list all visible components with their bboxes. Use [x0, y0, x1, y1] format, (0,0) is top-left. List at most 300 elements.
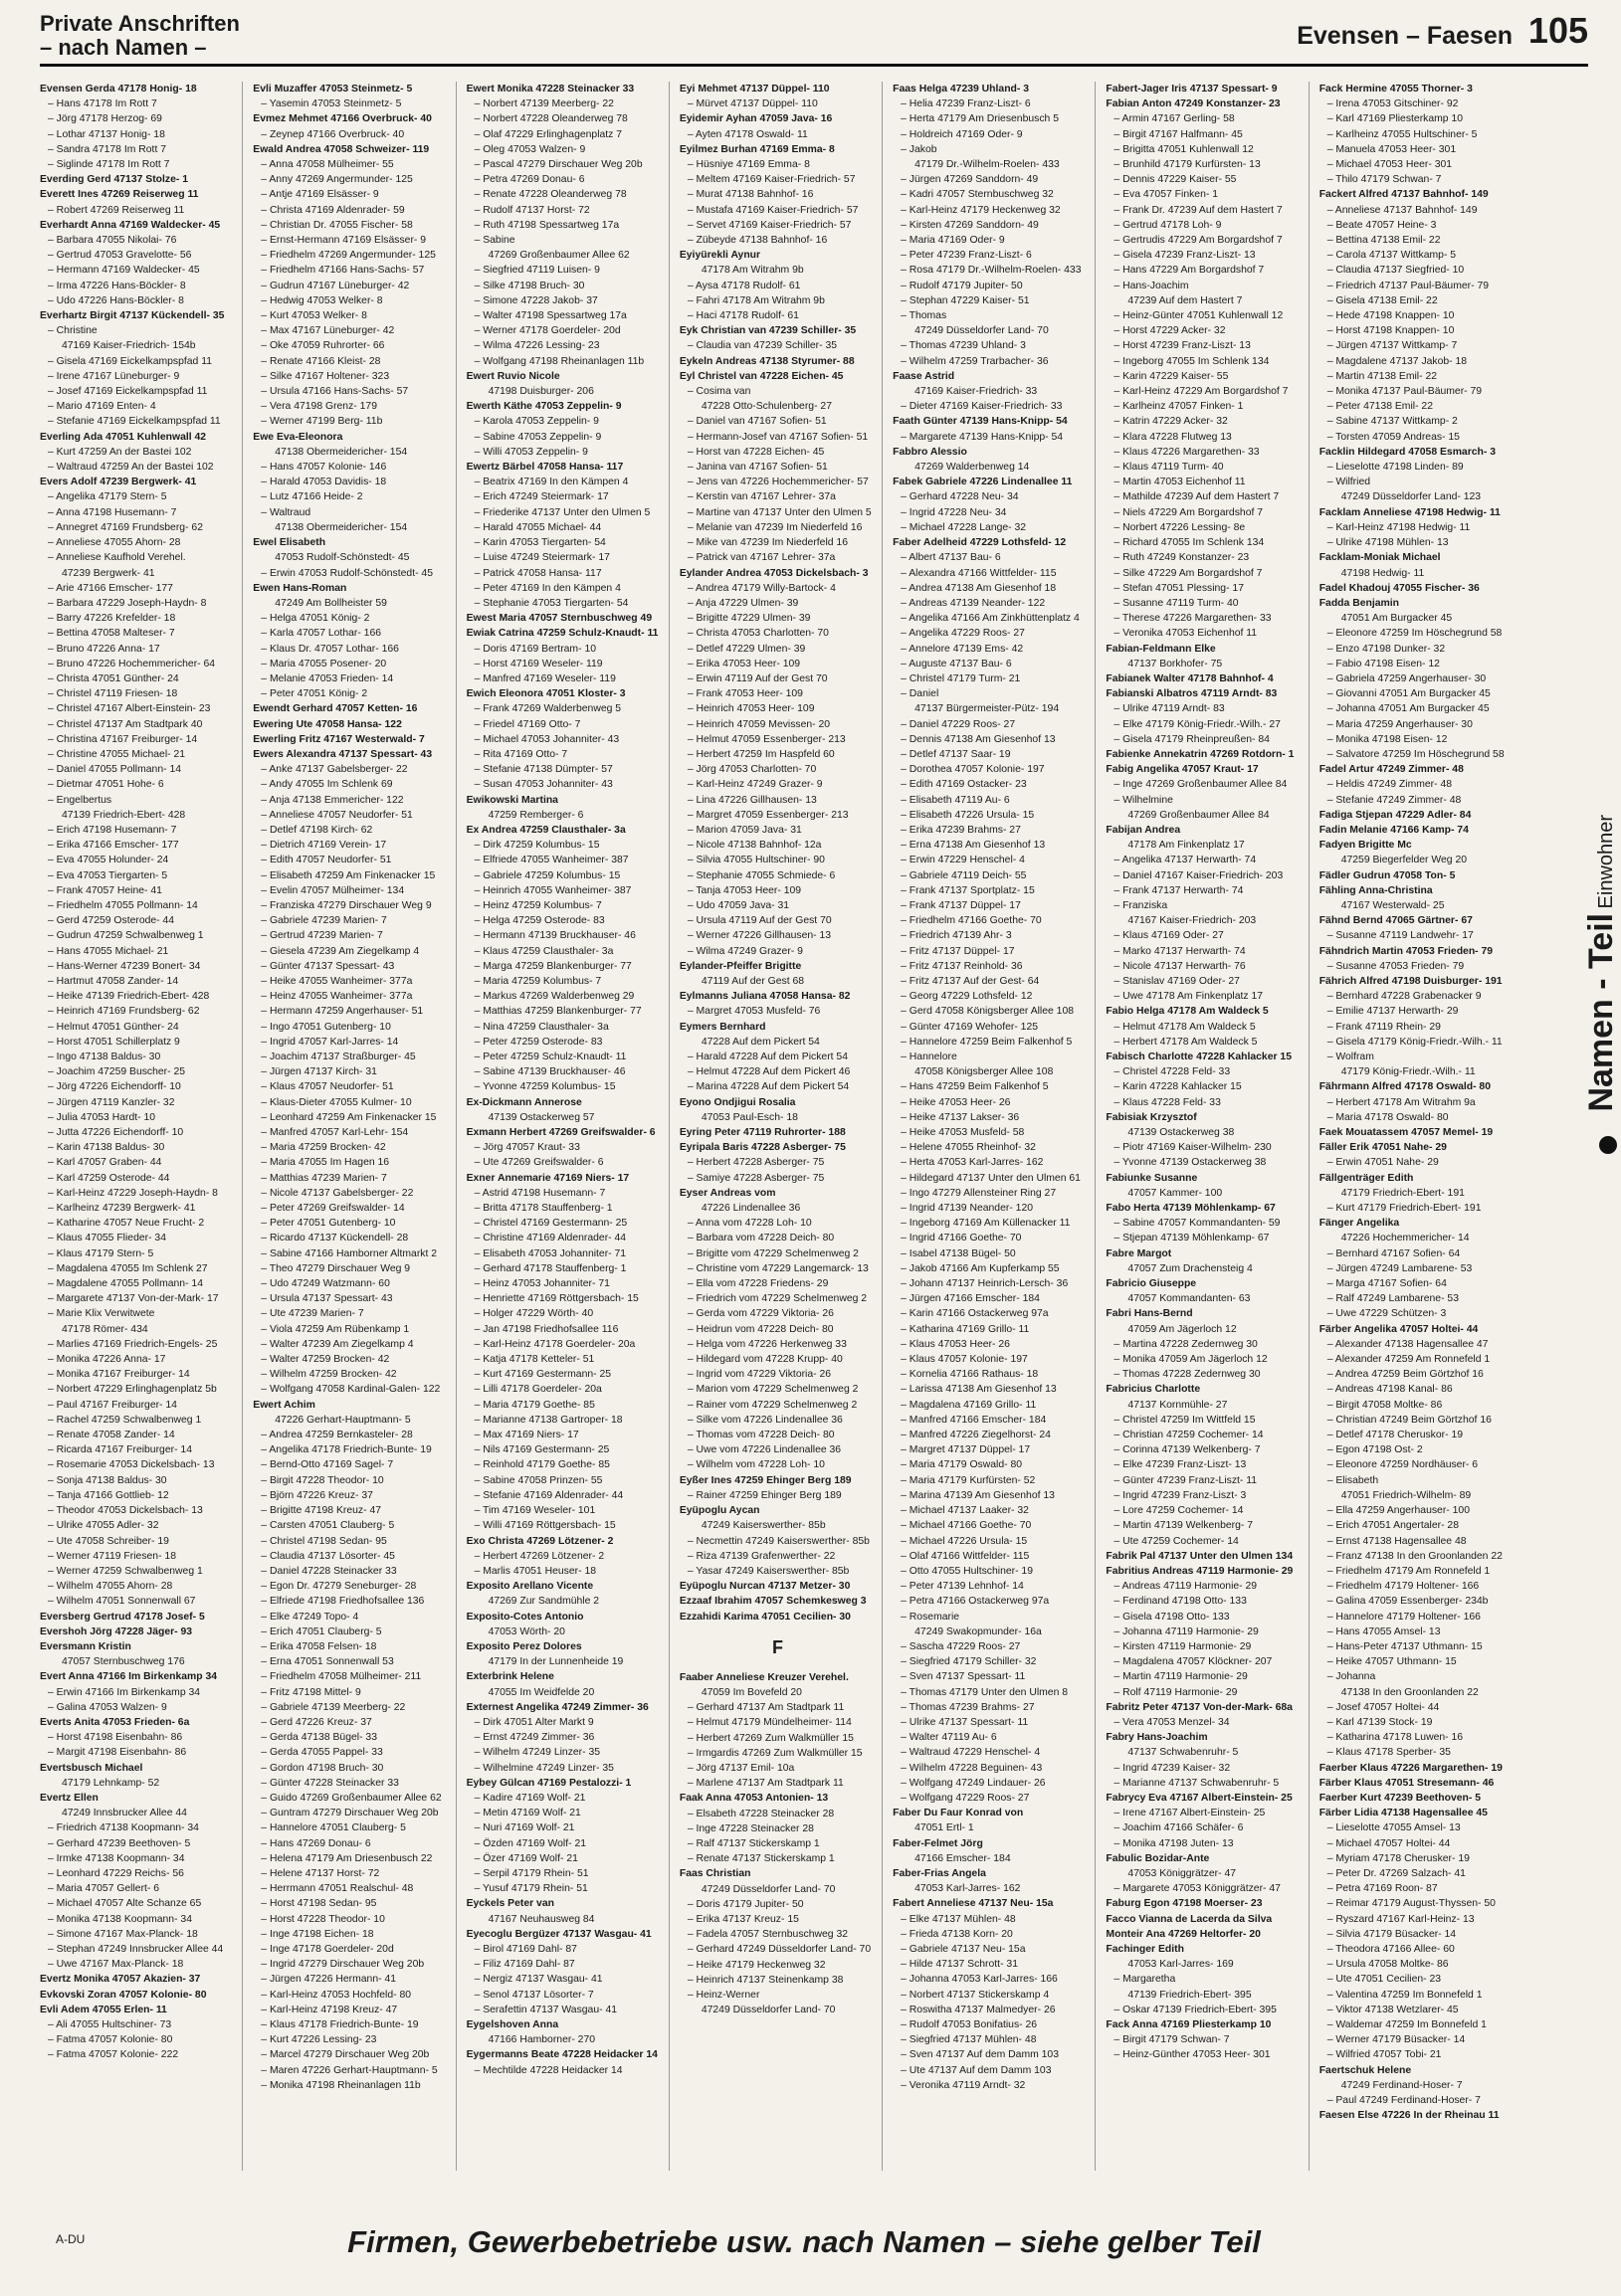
- surname-entry: Fabricio Giuseppe: [1106, 1278, 1197, 1290]
- listing-entry: – Mechtilde 47228 Heidacker 14: [474, 2064, 623, 2076]
- listing-entry: – Elke 47239 Franz-Liszt- 13: [1114, 1459, 1247, 1471]
- listing-entry: 47249 Düsseldorfer Land- 70: [914, 325, 1049, 337]
- listing-entry: – Marga 47259 Blankenburger- 77: [474, 960, 632, 972]
- listing-entry: – Hans-Peter 47137 Uthmann- 15: [1326, 1640, 1483, 1652]
- listing-entry: – Gabriela 47259 Angerhauser- 30: [1326, 672, 1487, 684]
- surname-entry: Eyüpoglu Aycan: [679, 1505, 760, 1517]
- listing-entry: – Wilhelmine: [1114, 794, 1173, 806]
- listing-entry: – Jürgen 47119 Kanzler- 32: [48, 1096, 175, 1108]
- listing-entry: – Klaus 47226 Margarethen- 33: [1114, 446, 1260, 458]
- surname-entry: Fabert-Jager Iris 47137 Spessart- 9: [1106, 84, 1278, 95]
- listing-entry: – Jürgen 47137 Wittkamp- 7: [1326, 340, 1458, 352]
- listing-entry: – Doris 47169 Bertram- 10: [474, 643, 596, 655]
- listing-entry: – Gabriele 47239 Marien- 7: [261, 915, 387, 927]
- listing-entry: – Anny 47269 Angermunder- 125: [261, 174, 413, 186]
- listing-entry: – Heinz-Günter 47051 Kuhlenwall 12: [1114, 310, 1284, 322]
- listing-entry: – Ruth 47249 Konstanzer- 23: [1114, 552, 1250, 564]
- listing-entry: – Giesela 47239 Am Ziegelkamp 4: [261, 945, 420, 957]
- listing-entry: – Peter 47138 Emil- 22: [1326, 401, 1433, 413]
- listing-entry: – Yasemin 47053 Steinmetz- 5: [261, 98, 402, 110]
- listing-entry: – Peter 47051 König- 2: [261, 688, 368, 700]
- listing-entry: – Karola 47053 Zeppelin- 9: [474, 416, 599, 428]
- listing-entry: – Joachim 47166 Schäfer- 6: [1114, 1822, 1244, 1834]
- surname-entry: Eygelshoven Anna: [466, 2019, 559, 2030]
- listing-entry: – Martina 47228 Zedernweg 30: [1114, 1338, 1258, 1350]
- listing-entry: – Myriam 47178 Cherusker- 19: [1326, 1852, 1470, 1864]
- listing-entry: – Friedrich 47137 Paul-Bäumer- 79: [1326, 280, 1489, 291]
- listing-entry: 47167 Neuhausweg 84: [488, 1913, 595, 1925]
- listing-entry: – Edith 47057 Neudorfer- 51: [261, 855, 392, 866]
- listing-entry: – Thomas 47239 Brahms- 27: [901, 1701, 1035, 1713]
- surname-entry: Ewen Hans-Roman: [253, 582, 347, 594]
- listing-entry: – Norbert 47228 Oleanderweg 78: [474, 113, 628, 125]
- listing-entry: – Maria 47259 Angerhauser- 30: [1326, 718, 1473, 730]
- side-tab-large: Namen - Teil: [1582, 912, 1620, 1112]
- listing-entry: – Mürvet 47137 Düppel- 110: [687, 98, 818, 110]
- listing-entry: – Gabriele 47137 Neu- 15a: [901, 1943, 1026, 1955]
- surname-entry: Eylander-Pfeiffer Brigitte: [679, 960, 802, 972]
- listing-entry: – Thomas 47239 Uhland- 3: [901, 340, 1026, 352]
- listing-entry: – Helmut 47059 Essenberger- 213: [687, 733, 846, 745]
- listing-entry: – Georg 47229 Lothsfeld- 12: [901, 991, 1033, 1003]
- listing-entry: – Jürgen 47166 Emscher- 184: [901, 1293, 1040, 1305]
- listing-entry: – Horst 47169 Weseler- 119: [474, 658, 603, 670]
- listing-entry: – Werner 47178 Goerdeler- 20d: [474, 325, 621, 337]
- listing-entry: – Helmut 47051 Günther- 24: [48, 1021, 179, 1033]
- listing-entry: – Ingo 47138 Baldus- 30: [48, 1052, 161, 1062]
- listing-entry: – Hartmut 47058 Zander- 14: [48, 975, 179, 987]
- listing-entry: – Andrea 47138 Am Giesenhof 18: [901, 582, 1057, 594]
- footer-note: Firmen, Gewerbebetriebe usw. nach Namen – siehe gelber Teil: [347, 2224, 1261, 2259]
- listing-entry: – Rainer 47259 Ehinger Berg 189: [687, 1489, 842, 1501]
- listing-entry: – Walter 47259 Brocken- 42: [261, 1354, 390, 1366]
- listing-entry: – Christine vom 47229 Langemarck- 13: [687, 1262, 869, 1274]
- listing-entry: – Christa 47169 Aldenrader- 59: [261, 204, 405, 216]
- listing-entry: – Monika 47198 Eisen- 12: [1326, 733, 1448, 745]
- surname-entry: Fänger Angelika: [1318, 1218, 1400, 1230]
- listing-entry: 47249 Düsseldorfer Land- 70: [701, 1883, 836, 1895]
- listing-entry: – Maria 47259 Brocken- 42: [261, 1142, 386, 1154]
- listing-entry: – Albert 47137 Bau- 6: [901, 552, 1001, 564]
- listing-entry: – Heinrich 47169 Frundsberg- 62: [48, 1006, 200, 1018]
- listing-entry: 47178 Am Witrahm 9b: [701, 265, 804, 277]
- listing-entry: – Herrmann 47051 Realschul- 48: [261, 1883, 414, 1895]
- listing-entry: – Wilhelm 47259 Trarbacher- 36: [901, 355, 1049, 367]
- listing-entry: – Wilhelm 47249 Linzer- 35: [474, 1747, 601, 1759]
- listing-entry: – Reimar 47179 August-Thyssen- 50: [1326, 1898, 1496, 1910]
- listing-entry: – Nicole 47137 Herwarth- 76: [1114, 960, 1246, 972]
- surname-entry: Eyiyürekli Aynur: [679, 250, 761, 262]
- surname-entry: Faaber Anneliese Kreuzer Verehel.: [679, 1671, 849, 1683]
- listing-entry: – Jörg 47057 Kraut- 33: [474, 1142, 580, 1154]
- listing-entry: – Hermann-Josef van 47167 Sofien- 51: [687, 431, 869, 443]
- listing-entry: – Marie Klix Verwitwete: [48, 1308, 155, 1320]
- listing-entry: – Christian Dr. 47055 Fischer- 58: [261, 219, 413, 231]
- listing-entry: – Elisabeth: [1326, 1474, 1379, 1486]
- listing-entry: – Eva 47053 Tiergarten- 5: [48, 869, 168, 881]
- surname-entry: Eylander Andrea 47053 Dickelsbach- 3: [679, 567, 869, 579]
- listing-entry: – Karl-Heinz 47179 Heckenweg 32: [901, 204, 1061, 216]
- listing-entry: – Michael 47137 Laaker- 32: [901, 1505, 1029, 1517]
- listing-entry: – Wilma 47249 Grazer- 9: [687, 945, 803, 957]
- listing-entry: – Walter 47119 Au- 6: [901, 1732, 997, 1744]
- listing-entry: – Marlies 47169 Friedrich-Engels- 25: [48, 1338, 218, 1350]
- listing-entry: – Angelika 47137 Herwarth- 74: [1114, 855, 1257, 866]
- listing-entry: – Ingo 47051 Gutenberg- 10: [261, 1021, 391, 1033]
- listing-entry: – Christel 47167 Albert-Einstein- 23: [48, 703, 211, 715]
- surname-entry: Eyk Christian van 47239 Schiller- 35: [679, 325, 857, 337]
- listing-entry: – Martin 47138 Emil- 22: [1326, 370, 1438, 382]
- listing-entry: – Bernd-Otto 47169 Sagel- 7: [261, 1459, 394, 1471]
- listing-entry: – Karlheinz 47057 Finken- 1: [1114, 401, 1244, 413]
- surname-entry: Fabrycy Eva 47167 Albert-Einstein- 25: [1106, 1792, 1293, 1804]
- listing-entry: – Lilli 47178 Goerdeler- 20a: [474, 1384, 602, 1396]
- listing-entry: – Franz 47138 In den Groonlanden 22: [1326, 1550, 1503, 1562]
- listing-entry: – Larissa 47138 Am Giesenhof 13: [901, 1384, 1057, 1396]
- listing-entry: 47169 Kaiser-Friedrich- 33: [914, 386, 1038, 398]
- listing-entry: – Erwin 47166 Im Birkenkamp 34: [48, 1686, 201, 1698]
- listing-entry: – Sabine 47058 Prinzen- 55: [474, 1474, 603, 1486]
- listing-entry: – Erika 47239 Brahms- 27: [901, 824, 1021, 836]
- listing-entry: – Kerstin van 47167 Lehrer- 37a: [687, 491, 836, 503]
- listing-entry: – Wolfgang 47198 Rheinanlagen 11b: [474, 355, 645, 367]
- listing-entry: – Lutz 47166 Heide- 2: [261, 491, 363, 503]
- listing-entry: – Magdalena 47169 Grillo- 11: [901, 1399, 1037, 1411]
- listing-entry: 47269 Großenbaumer Allee 84: [1127, 809, 1270, 821]
- listing-entry: – Günter 47169 Wehofer- 125: [901, 1021, 1039, 1033]
- listing-entry: – Henriette 47169 Röttgersbach- 15: [474, 1293, 639, 1305]
- listing-entry: – Andy 47055 Im Schlenk 69: [261, 779, 393, 791]
- listing-entry: – Hannelore 47051 Clauberg- 5: [261, 1822, 406, 1834]
- surname-entry: Ewert Monika 47228 Steinacker 33: [466, 84, 635, 95]
- listing-entry: – Guntram 47279 Dirschauer Weg 20b: [261, 1808, 439, 1819]
- listing-entry: – Renate 47137 Stickerskamp 1: [687, 1853, 835, 1865]
- listing-entry: – Janina van 47167 Sofien- 51: [687, 462, 828, 474]
- listing-entry: – Silvia 47055 Hultschiner- 90: [687, 855, 825, 866]
- listing-entry: – Gisela 47179 König-Friedr.-Wilh.- 11: [1326, 1036, 1503, 1048]
- listing-entry: – Ella vom 47228 Friedens- 29: [687, 1278, 829, 1290]
- listing-entry: – Hans-Joachim: [1114, 280, 1189, 291]
- listing-entry: – Marianne 47137 Schwabenruhr- 5: [1114, 1777, 1280, 1789]
- listing-entry: – Karlheinz 47055 Hultschiner- 5: [1326, 128, 1478, 140]
- listing-entry: – Özden 47169 Wolf- 21: [474, 1837, 587, 1849]
- surname-entry: Eykeln Andreas 47138 Styrumer- 88: [679, 355, 855, 367]
- listing-entry: – Klaus Dr. 47057 Lothar- 166: [261, 643, 399, 655]
- listing-entry: – Sabine 47137 Wittkamp- 2: [1326, 416, 1458, 428]
- surname-entry: Fabian Anton 47249 Konstanzer- 23: [1106, 98, 1281, 110]
- listing-entry: 47249 Am Bollheister 59: [275, 597, 387, 609]
- listing-entry: – Simone 47167 Max-Planck- 18: [48, 1928, 198, 1940]
- listing-entry: – Galina 47059 Essenberger- 234b: [1326, 1596, 1489, 1608]
- side-tab-small: Einwohner: [1595, 814, 1617, 909]
- listing-entry: – Brigitta 47051 Kuhlenwall 12: [1114, 143, 1254, 155]
- listing-entry: 47059 Im Bovefeld 20: [701, 1686, 802, 1698]
- listing-entry: – Heinz-Günther 47053 Heer- 301: [1114, 2049, 1271, 2061]
- listing-entry: – Friedhelm 47055 Pollmann- 14: [48, 899, 198, 911]
- listing-entry: – Zübeyde 47138 Bahnhof- 16: [687, 235, 828, 247]
- listing-entry: 47051 Am Burgacker 45: [1340, 613, 1453, 625]
- listing-entry: – Stephan 47229 Kaiser- 51: [901, 294, 1030, 306]
- listing-entry: – Michael 47057 Alte Schanze 65: [48, 1898, 202, 1910]
- listing-entry: – Klaus 47055 Flieder- 34: [48, 1233, 166, 1244]
- surname-entry: Facklam-Moniak Michael: [1318, 552, 1441, 564]
- listing-entry: – Gertrudis 47229 Am Borgardshof 7: [1114, 235, 1283, 247]
- listing-entry: – Josef 47057 Holtei- 44: [1326, 1701, 1440, 1713]
- listing-entry: – Klara 47228 Flutweg 13: [1114, 431, 1232, 443]
- listing-entry: – Andrea 47259 Beim Görtzhof 16: [1326, 1369, 1484, 1381]
- listing-entry: – Friedhelm 47166 Goethe- 70: [901, 915, 1042, 927]
- listing-entry: 47051 Ertl- 1: [914, 1822, 974, 1834]
- listing-entry: – Eleonore 47259 Im Höschegrund 58: [1326, 628, 1503, 640]
- listing-entry: 47166 Hamborner- 270: [488, 2034, 596, 2046]
- listing-entry: – Klaus 47053 Heer- 26: [901, 1338, 1010, 1350]
- surname-entry: Ewertz Bärbel 47058 Hansa- 117: [466, 462, 624, 474]
- listing-entry: – Max 47169 Niers- 17: [474, 1430, 579, 1441]
- listing-entry: – Theodor 47053 Dickelsbach- 13: [48, 1505, 203, 1517]
- listing-entry: 47137 Schwabenruhr- 5: [1127, 1747, 1239, 1759]
- listing-entry: – Karl-Heinz 47229 Joseph-Haydn- 8: [48, 1187, 218, 1199]
- listing-entry: – Werner 47179 Büsacker- 14: [1326, 2034, 1466, 2046]
- listing-entry: – Detlef 47198 Kirch- 62: [261, 824, 373, 836]
- listing-entry: – Daniel 47167 Kaiser-Friedrich- 203: [1114, 869, 1284, 881]
- listing-entry: – Ulrike 47119 Arndt- 83: [1114, 703, 1225, 715]
- listing-entry: 47249 Innsbrucker Allee 44: [62, 1808, 187, 1819]
- listing-entry: – Heike 47137 Lakser- 36: [901, 1111, 1020, 1123]
- listing-entry: – Johanna 47119 Harmonie- 29: [1114, 1626, 1259, 1637]
- listing-entry: – Hannelore 47179 Holtener- 166: [1326, 1611, 1481, 1623]
- listing-entry: – Christa 47051 Günther- 24: [48, 672, 179, 684]
- listing-entry: – Monika 47137 Paul-Bäumer- 79: [1326, 386, 1483, 398]
- listing-entry: – Herbert 47178 Am Witrahm 9a: [1326, 1096, 1476, 1108]
- listing-entry: – Heinrich 47055 Wanheimer- 387: [474, 884, 632, 896]
- listing-entry: – Bruno 47226 Anna- 17: [48, 643, 160, 655]
- listing-entry: 47053 Königgrätzer- 47: [1127, 1867, 1237, 1879]
- surname-entry: Faas Helga 47239 Uhland- 3: [893, 84, 1030, 95]
- listing-entry: – Rainer vom 47229 Schelmenweg 2: [687, 1399, 858, 1411]
- listing-entry: – Ali 47055 Hultschiner- 73: [48, 2019, 172, 2030]
- listing-entry: – Ferdinand 47198 Otto- 133: [1114, 1596, 1247, 1608]
- listing-entry: – Fritz 47137 Auf der Gest- 64: [901, 975, 1040, 987]
- surname-entry: Ex Andrea 47259 Clausthaler- 3a: [466, 824, 626, 836]
- listing-entry: – Richard 47055 Im Schlenk 134: [1114, 537, 1265, 549]
- listing-entry: – Jakob: [901, 143, 937, 155]
- listing-entry: – Klaus 47119 Turm- 40: [1114, 462, 1224, 474]
- surname-entry: Faek Mouatassem 47057 Memel- 19: [1318, 1127, 1494, 1139]
- listing-entry: – Özer 47169 Wolf- 21: [474, 1852, 578, 1864]
- listing-entry: – Thilo 47179 Schwan- 7: [1326, 174, 1442, 186]
- listing-entry: – Gerda 47138 Bügel- 33: [261, 1732, 377, 1744]
- listing-entry: – Eva 47057 Finken- 1: [1114, 189, 1218, 201]
- listing-entry: – Daniel 47055 Pollmann- 14: [48, 764, 182, 776]
- listing-entry: – Fritz 47137 Düppel- 17: [901, 945, 1015, 957]
- listing-entry: – Irena 47053 Gitschiner- 92: [1326, 98, 1459, 110]
- listing-entry: – Friedrich 47138 Koopmann- 34: [48, 1822, 199, 1834]
- listing-entry: – Claudia 47137 Lösorter- 45: [261, 1550, 395, 1562]
- listing-entry: – Helia 47239 Franz-Liszt- 6: [901, 98, 1031, 110]
- listing-entry: – Wolfgang 47229 Roos- 27: [901, 1792, 1030, 1804]
- listing-entry: – Peter 47269 Greifswalder- 14: [261, 1203, 405, 1215]
- listing-entry: – Tanja 47053 Heer- 109: [687, 884, 802, 896]
- listing-entry: – Karl-Heinz 47178 Goerdeler- 20a: [474, 1338, 636, 1350]
- listing-entry: – Andreas 47119 Harmonie- 29: [1114, 1581, 1258, 1593]
- listing-entry: – Roswitha 47137 Malmedyer- 26: [901, 2004, 1056, 2015]
- surname-entry: Eylmanns Juliana 47058 Hansa- 82: [679, 991, 851, 1003]
- listing-entry: – Ursula 47119 Auf der Gest 70: [687, 915, 832, 927]
- listing-entry: – Heike 47053 Heer- 26: [901, 1096, 1011, 1108]
- surname-entry: Exo Christa 47269 Lötzener- 2: [466, 1535, 614, 1547]
- listing-entry: – Christina 47167 Freiburger- 14: [48, 733, 198, 745]
- listing-entry: – Reinhold 47179 Goethe- 85: [474, 1459, 610, 1471]
- listing-entry: – Friedhelm 47058 Mülheimer- 211: [261, 1671, 422, 1683]
- listing-entry: – Peter 47259 Schulz-Knaudt- 11: [474, 1052, 627, 1062]
- listing-entry: – Ute 47259 Cochemer- 14: [1114, 1535, 1239, 1547]
- listing-entry: – Margret 47137 Düppel- 17: [901, 1444, 1031, 1456]
- listing-entry: – Stefanie 47169 Aldenrader- 44: [474, 1489, 624, 1501]
- listing-entry: – Carsten 47051 Clauberg- 5: [261, 1520, 395, 1532]
- listing-entry: 47053 Rudolf-Schönstedt- 45: [275, 552, 410, 564]
- surname-entry: Faerber Kurt 47239 Beethoven- 5: [1318, 1792, 1481, 1804]
- listing-entry: – Gisela 47179 Rheinpreußen- 84: [1114, 733, 1270, 745]
- surname-entry: Eyi Mehmet 47137 Düppel- 110: [679, 84, 830, 95]
- listing-entry: – Hedwig 47053 Welker- 8: [261, 294, 383, 306]
- listing-entry: – Stefanie 47169 Eickelkampspfad 11: [48, 416, 221, 428]
- listing-entry: – Inge 47228 Steinacker 28: [687, 1822, 814, 1834]
- listing-entry: – Olaf 47229 Erlinghagenplatz 7: [474, 128, 623, 140]
- listing-entry: – Heinrich 47059 Mevissen- 20: [687, 718, 831, 730]
- listing-entry: – Marlis 47051 Heuser- 18: [474, 1565, 597, 1577]
- listing-entry: – Ella 47259 Angerhauser- 100: [1326, 1505, 1470, 1517]
- listing-entry: – Erna 47138 Am Giesenhof 13: [901, 840, 1046, 852]
- listing-entry: – Ryszard 47167 Karl-Heinz- 13: [1326, 1913, 1475, 1925]
- surname-entry: Evertz Monika 47057 Akazien- 37: [40, 1974, 201, 1986]
- listing-entry: – Heike 47139 Friedrich-Ebert- 428: [48, 991, 210, 1003]
- listing-entry: 47055 Im Weidfelde 20: [488, 1686, 595, 1698]
- listing-entry: – Marianne 47138 Gartroper- 18: [474, 1414, 623, 1426]
- listing-entry: – Andrea 47179 Willy-Bartock- 4: [687, 582, 836, 594]
- listing-entry: 47179 König-Friedr.-Wilh.- 11: [1340, 1066, 1476, 1078]
- listing-entry: – Otto 47055 Hultschiner- 19: [901, 1565, 1033, 1577]
- listing-entry: – Heike 47179 Heckenweg 32: [687, 1959, 826, 1971]
- surname-entry: Fabisiak Krzysztof: [1106, 1111, 1197, 1123]
- listing-entry: – Petra 47166 Ostackerweg 97a: [901, 1596, 1050, 1608]
- listing-entry: 47249 Kaiserswerther- 85b: [701, 1520, 826, 1532]
- listing-entry: – Christine 47055 Michael- 21: [48, 748, 186, 760]
- listing-entry: – Christel 47259 Im Wittfeld 15: [1114, 1414, 1256, 1426]
- listing-entry: – Karl 47169 Pliesterkamp 10: [1326, 113, 1464, 125]
- listing-entry: – Eleonore 47259 Nordhäuser- 6: [1326, 1459, 1479, 1471]
- listing-entry: – Lina 47226 Gillhausen- 13: [687, 794, 817, 806]
- listing-entry: – Egon 47198 Ost- 2: [1326, 1444, 1423, 1456]
- listing-entry: – Herta 47053 Karl-Jarres- 162: [901, 1157, 1044, 1169]
- listing-entry: – Werner 47226 Gillhausen- 13: [687, 930, 832, 942]
- listing-entry: – Katharina 47178 Luwen- 16: [1326, 1732, 1464, 1744]
- listing-entry: 47139 Ostackerweg 38: [1127, 1127, 1235, 1139]
- listing-entry: – Thomas vom 47228 Deich- 80: [687, 1430, 835, 1441]
- listing-entry: – Helga 47259 Osterode- 83: [474, 915, 605, 927]
- listing-entry: – Stephanie 47055 Schmiede- 6: [687, 869, 836, 881]
- surname-entry: Ewikowski Martina: [466, 794, 558, 806]
- listing-entry: – Daniel: [901, 688, 939, 700]
- listing-entry: – Hüsniye 47169 Emma- 8: [687, 159, 810, 171]
- listing-entry: – Wilma 47226 Lessing- 23: [474, 340, 600, 352]
- listing-entry: 47198 Hedwig- 11: [1340, 567, 1425, 579]
- listing-entry: – Antje 47169 Elsässer- 9: [261, 189, 379, 201]
- listing-entry: – Johann 47137 Heinrich-Lersch- 36: [901, 1278, 1069, 1290]
- listing-entry: – Horst 47051 Schillerplatz 9: [48, 1036, 180, 1048]
- surname-entry: Fack Hermine 47055 Thorner- 3: [1318, 84, 1473, 95]
- listing-entry: – Birgit 47228 Theodor- 10: [261, 1474, 384, 1486]
- listing-entry: – Gabriele 47259 Kolumbus- 15: [474, 869, 621, 881]
- listing-entry: – Hans 47259 Beim Falkenhof 5: [901, 1081, 1049, 1093]
- listing-entry: – Barbara 47055 Nikolai- 76: [48, 235, 177, 247]
- surname-entry: Ewerling Fritz 47167 Westerwald- 7: [253, 733, 425, 745]
- listing-entry: – Ulrike 47198 Mühlen- 13: [1326, 537, 1449, 549]
- listing-entry: – Maria 47169 Oder- 9: [901, 235, 1005, 247]
- surname-entry: Fabienke Annekatrin 47269 Rotdorn- 1: [1106, 748, 1295, 760]
- listing-entry: – Marina 47228 Auf dem Pickert 54: [687, 1081, 850, 1093]
- listing-entry: – Gudrun 47167 Lüneburger- 42: [261, 280, 410, 291]
- listing-entry: – Ute 47137 Auf dem Damm 103: [901, 2064, 1052, 2076]
- listing-entry: – Günter 47239 Franz-Liszt- 11: [1114, 1474, 1258, 1486]
- surname-entry: Fadda Benjamin: [1318, 597, 1399, 609]
- listing-entry: – Anna 47198 Husemann- 7: [48, 506, 177, 518]
- surname-entry: Ewald Andrea 47058 Schweizer- 119: [253, 143, 430, 155]
- surname-entry: Eyckels Peter van: [466, 1898, 554, 1910]
- surname-entry: Ewers Alexandra 47137 Spessart- 43: [253, 748, 433, 760]
- listing-entry: – Jörg 47137 Emil- 10a: [687, 1762, 795, 1774]
- listing-entry: – Jakob 47166 Am Kupferkamp 55: [901, 1262, 1060, 1274]
- listing-entry: – Friedhelm 47166 Hans-Sachs- 57: [261, 265, 425, 277]
- listing-entry: – Gertrud 47239 Marien- 7: [261, 930, 383, 942]
- surname-entry: Färber Angelika 47057 Holtei- 44: [1318, 1323, 1479, 1335]
- listing-entry: – Fahri 47178 Am Witrahm 9b: [687, 294, 825, 306]
- listing-entry: – Frank 47269 Walderbenweg 5: [474, 703, 622, 715]
- surname-entry: Ewendt Gerhard 47057 Ketten- 16: [253, 703, 418, 715]
- listing-entry: – Heidrun vom 47228 Deich- 80: [687, 1323, 834, 1335]
- listing-entry: – Claudia 47137 Siegfried- 10: [1326, 265, 1465, 277]
- listing-entry: – Christel 47119 Friesen- 18: [48, 688, 178, 700]
- listing-entry: – Udo 47249 Watzmann- 60: [261, 1278, 390, 1290]
- surname-entry: Fack Anna 47169 Pliesterkamp 10: [1106, 2019, 1272, 2030]
- surname-entry: Fabri Hans-Bernd: [1106, 1308, 1193, 1320]
- listing-entry: – Jürgen 47226 Hermann- 41: [261, 1974, 397, 1986]
- listing-entry: – Brigitte 47198 Kreuz- 47: [261, 1505, 382, 1517]
- listing-entry: – Erwin 47053 Rudolf-Schönstedt- 45: [261, 567, 433, 579]
- listing-entry: – Erich 47198 Husemann- 7: [48, 824, 177, 836]
- listing-entry: – Margarete 47053 Königgrätzer- 47: [1114, 1883, 1281, 1895]
- listing-entry: – Rita 47169 Otto- 7: [474, 748, 568, 760]
- listing-entry: – Herbert 47269 Zum Walkmüller 15: [687, 1732, 854, 1744]
- surname-entry: Faertschuk Helene: [1318, 2064, 1412, 2076]
- surname-entry: Ewel Elisabeth: [253, 537, 326, 549]
- listing-entry: – Karin 47166 Ostackerweg 97a: [901, 1308, 1049, 1320]
- listing-entry: – Wilfried: [1326, 477, 1371, 488]
- listing-entry: 47137 Bürgermeister-Pütz- 194: [914, 703, 1060, 715]
- listing-entry: – Horst 47198 Knappen- 10: [1326, 325, 1455, 337]
- listing-entry: – Irmke 47138 Koopmann- 34: [48, 1852, 185, 1864]
- listing-entry: – Annelore 47139 Ems- 42: [901, 643, 1024, 655]
- listing-entry: – Nils 47169 Gestermann- 25: [474, 1444, 610, 1456]
- listing-entry: – Gerhard 47239 Beethoven- 5: [48, 1837, 191, 1849]
- listing-entry: – Dirk 47051 Alter Markt 9: [474, 1716, 594, 1728]
- surname-entry: Fabo Herta 47139 Möhlenkamp- 67: [1106, 1203, 1276, 1215]
- listing-entry: – Anneliese 47057 Neudorfer- 51: [261, 809, 413, 821]
- listing-entry: – Astrid 47198 Husemann- 7: [474, 1187, 606, 1199]
- listing-entry: – Heinz 47259 Kolumbus- 7: [474, 899, 602, 911]
- listing-entry: – Oleg 47053 Walzen- 9: [474, 143, 586, 155]
- listing-entry: – Rudolf 47137 Horst- 72: [474, 204, 590, 216]
- listing-entry: – Nicole 47138 Bahnhof- 12a: [687, 840, 822, 852]
